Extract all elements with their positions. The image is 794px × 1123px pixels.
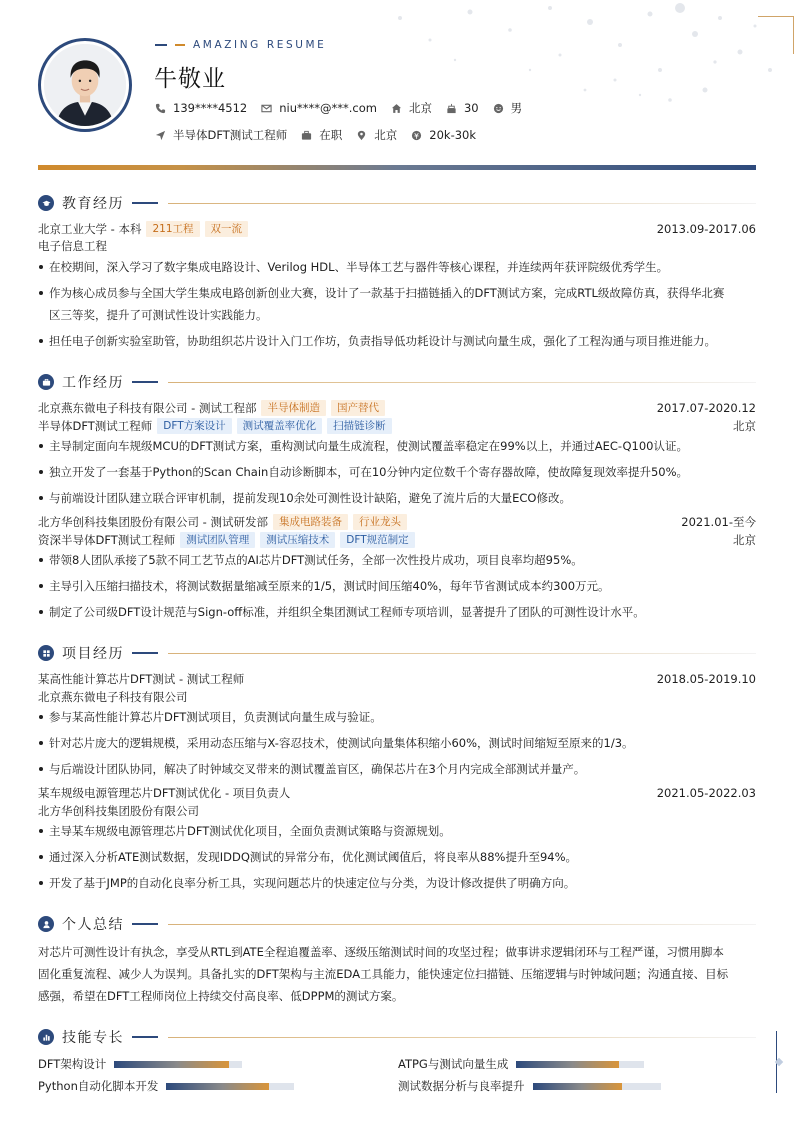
skill-bar-fill bbox=[516, 1061, 618, 1068]
skill-item bbox=[38, 1078, 294, 1094]
work-company: 北方华创科技集团股份有限公司 - 测试研发部 bbox=[38, 515, 268, 529]
smiley-icon bbox=[493, 103, 504, 114]
candidate-name: 牛敬业 bbox=[154, 66, 226, 92]
skill-bar bbox=[516, 1061, 644, 1068]
contact-info-row bbox=[155, 100, 536, 116]
resume-tagline bbox=[155, 39, 326, 51]
email-item bbox=[261, 101, 377, 115]
summary-line: 对芯片可测性设计有执念，享受从RTL到ATE全程追覆盖率、逐级压缩测试时间的攻坚过程；做事讲求逻辑闭环与工程严谨，习惯用脚本 bbox=[38, 945, 724, 959]
skill-name: ATPG与测试向量生成 bbox=[398, 1057, 509, 1071]
work-city: 北京 bbox=[733, 533, 756, 547]
phone-value: 139****4512 bbox=[173, 101, 248, 115]
section-skills-title: 技能专长 bbox=[62, 1030, 124, 1046]
section-rule bbox=[168, 203, 756, 204]
section-underline bbox=[132, 381, 158, 383]
section-underline bbox=[132, 923, 158, 925]
list-item: 主导某车规级电源管理芯片DFT测试优化项目，全面负责测试策略与资源规划。 bbox=[38, 820, 756, 842]
skill-item bbox=[398, 1056, 644, 1072]
section-rule bbox=[168, 924, 756, 925]
skill-bar bbox=[533, 1083, 661, 1090]
section-projects-header bbox=[38, 643, 756, 663]
skill-tag: 扫描链诊断 bbox=[327, 418, 392, 434]
briefcase-icon bbox=[38, 374, 54, 390]
list-item: 担任电子创新实验室助管，协助组织芯片设计入门工作坊，负责指导低功耗设计与测试向量生成，强化了工程沟通与项目推进能力。 bbox=[38, 330, 756, 352]
list-item: 制定了公司级DFT设计规范与Sign-off标准，并组织全集团测试工程师专项培训，显著提升了团队的可测性设计水平。 bbox=[38, 601, 756, 623]
list-item: 针对芯片庞大的逻辑规模，采用动态压缩与X-容忍技术，使测试向量集体积缩小60%，测试时间缩短至原来的1/3。 bbox=[38, 732, 756, 754]
skill-tag: 测试压缩技术 bbox=[260, 532, 335, 548]
project-title: 某车规级电源管理芯片DFT测试优化 - 项目负责人 bbox=[38, 786, 291, 800]
gender-item bbox=[493, 100, 523, 116]
skill-tag: DFT规范制定 bbox=[340, 532, 414, 548]
list-item: 通过深入分析ATE测试数据，发现IDDQ测试的异常分布，优化测试阈值后，将良率从88%提升至94%。 bbox=[38, 846, 756, 868]
tagline-bar-orange bbox=[175, 44, 185, 46]
skill-item bbox=[398, 1078, 661, 1094]
list-item-continuation: 区三等奖，提升了可测试性设计实践能力。 bbox=[49, 308, 268, 322]
phone-icon bbox=[155, 103, 166, 114]
section-rule bbox=[168, 382, 756, 383]
salary-item bbox=[411, 128, 476, 142]
target-position-item bbox=[155, 127, 287, 143]
project-company-row bbox=[38, 689, 756, 705]
project-company-row bbox=[38, 803, 756, 819]
work-tag: 行业龙头 bbox=[353, 514, 407, 530]
city-item bbox=[391, 100, 432, 116]
target-city-item bbox=[356, 127, 397, 143]
avatar-frame bbox=[38, 38, 132, 132]
skill-tag: 测试覆盖率优化 bbox=[237, 418, 323, 434]
list-item: 开发了基于JMP的自动化良率分析工具，实现问题芯片的快速定位与分类，为设计修改提供了明确方向。 bbox=[38, 872, 756, 894]
briefcase-icon bbox=[301, 130, 312, 141]
work-entry-header bbox=[38, 514, 756, 530]
education-school: 北京工业大学 - 本科 bbox=[38, 222, 142, 236]
home-icon bbox=[391, 103, 402, 114]
summary-line: 感强，希望在DFT工程师岗位上持续交付高良率、低DPPM的测试方案。 bbox=[38, 989, 404, 1003]
section-underline bbox=[132, 202, 158, 204]
work-position-row bbox=[38, 532, 756, 548]
work-tag: 半导体制造 bbox=[261, 400, 326, 416]
project-company: 北方华创科技集团股份有限公司 bbox=[38, 804, 199, 818]
list-item: 作为核心成员参与全国大学生集成电路创新创业大赛，设计了一款基于扫描链插入的DFT测试方案，完成RTL级故障仿真，获得华北赛 bbox=[38, 282, 756, 304]
project-date: 2018.05-2019.10 bbox=[656, 672, 756, 686]
money-icon bbox=[411, 130, 422, 141]
status-item bbox=[301, 127, 342, 143]
skill-bar-fill bbox=[533, 1083, 623, 1090]
age-value: 30 bbox=[463, 101, 479, 115]
age-item bbox=[446, 101, 479, 115]
skill-bar-fill bbox=[114, 1061, 229, 1068]
avatar bbox=[44, 44, 126, 126]
work-tag: 集成电路装备 bbox=[273, 514, 348, 530]
work-position: 半导体DFT测试工程师 bbox=[38, 419, 153, 433]
email-value: niu****@***.com bbox=[279, 101, 377, 115]
skill-bar bbox=[114, 1061, 242, 1068]
list-item: 带领8人团队承接了5款不同工艺节点的AI芯片DFT测试任务，全部一次性投片成功，项目良率均超95%。 bbox=[38, 549, 756, 571]
bar-chart-icon bbox=[38, 1029, 54, 1045]
project-entry-header bbox=[38, 671, 756, 687]
education-date: 2013.09-2017.06 bbox=[656, 222, 756, 236]
user-icon bbox=[38, 916, 54, 932]
skill-tag: 测试团队管理 bbox=[180, 532, 255, 548]
education-tag: 双一流 bbox=[205, 221, 249, 237]
list-item: 与后端设计团队协同，解决了时钟域交叉带来的测试覆盖盲区，确保芯片在3个月内完成全部测试并量产。 bbox=[38, 758, 756, 780]
project-company: 北京燕东微电子科技有限公司 bbox=[38, 690, 188, 704]
section-underline bbox=[132, 652, 158, 654]
skill-bar-fill bbox=[166, 1083, 268, 1090]
project-title: 某高性能计算芯片DFT测试 - 测试工程师 bbox=[38, 672, 245, 686]
location-pin-icon bbox=[356, 130, 367, 141]
list-item: 与前端设计团队建立联合评审机制，提前发现10余处可测性设计缺陷，避免了流片后的大量ECO修改。 bbox=[38, 487, 756, 509]
section-summary-title: 个人总结 bbox=[62, 917, 124, 933]
cake-icon bbox=[446, 103, 457, 114]
work-tag: 国产替代 bbox=[331, 400, 385, 416]
tagline-text: AMAZING RESUME bbox=[193, 39, 327, 51]
education-major: 电子信息工程 bbox=[38, 239, 107, 253]
education-entry-header bbox=[38, 221, 756, 237]
graduation-cap-icon bbox=[38, 195, 54, 211]
list-item: 主导制定面向车规级MCU的DFT测试方案，重构测试向量生成流程，使测试覆盖率稳定在99%以上，并通过AEC-Q100认证。 bbox=[38, 435, 756, 457]
skill-name: DFT架构设计 bbox=[38, 1057, 107, 1071]
target-position-value: 半导体DFT测试工程师 bbox=[173, 128, 288, 142]
work-position: 资深半导体DFT测试工程师 bbox=[38, 533, 176, 547]
skill-name: 测试数据分析与良率提升 bbox=[398, 1079, 525, 1093]
list-item: 独立开发了一套基于Python的Scan Chain自动诊断脚本，可在10分钟内定位数千个寄存器故障，使故障复现效率提升50%。 bbox=[38, 461, 756, 483]
work-position-row bbox=[38, 418, 756, 434]
grid-icon bbox=[38, 645, 54, 661]
list-item: 在校期间，深入学习了数字集成电路设计、Verilog HDL、半导体工艺与器件等核心课程，并连续两年获评院级优秀学生。 bbox=[38, 256, 756, 278]
skill-item bbox=[38, 1056, 242, 1072]
project-date: 2021.05-2022.03 bbox=[656, 786, 756, 800]
profile-photo bbox=[44, 44, 126, 126]
section-work-title: 工作经历 bbox=[62, 375, 124, 391]
section-education-header bbox=[38, 193, 756, 213]
work-city: 北京 bbox=[733, 419, 756, 433]
list-item: 主导引入压缩扫描技术，将测试数据量缩减至原来的1/5，测试时间压缩40%，每年节省测试成本约300万元。 bbox=[38, 575, 756, 597]
header-divider bbox=[38, 165, 756, 170]
education-tag: 211工程 bbox=[146, 221, 199, 237]
skill-bar bbox=[166, 1083, 294, 1090]
project-entry-header bbox=[38, 785, 756, 801]
work-date: 2021.01-至今 bbox=[681, 515, 756, 529]
section-skills-header bbox=[38, 1027, 756, 1047]
tagline-bar-blue bbox=[155, 44, 167, 46]
skill-tag: DFT方案设计 bbox=[157, 418, 231, 434]
gender-value: 男 bbox=[510, 101, 523, 115]
work-entry-header bbox=[38, 400, 756, 416]
job-intent-row bbox=[155, 127, 490, 143]
city-value: 北京 bbox=[408, 101, 432, 115]
list-item: 参与某高性能计算芯片DFT测试项目，负责测试向量生成与验证。 bbox=[38, 706, 756, 728]
section-underline bbox=[132, 1036, 158, 1038]
section-rule bbox=[168, 653, 756, 654]
skill-name: Python自动化脚本开发 bbox=[38, 1079, 159, 1093]
work-date: 2017.07-2020.12 bbox=[656, 401, 756, 415]
section-summary-header bbox=[38, 914, 756, 934]
education-major-row bbox=[38, 238, 756, 254]
section-rule bbox=[168, 1037, 756, 1038]
mail-icon bbox=[261, 103, 272, 114]
corner-decoration-top bbox=[758, 16, 794, 54]
section-education-title: 教育经历 bbox=[62, 196, 124, 212]
send-icon bbox=[155, 130, 166, 141]
status-value: 在职 bbox=[319, 128, 343, 142]
section-work-header bbox=[38, 372, 756, 392]
salary-value: 20k-30k bbox=[429, 128, 477, 142]
summary-line: 固化重复流程、减少人为误判。具备扎实的DFT架构与主流EDA工具能力，能快速定位扫描链、压缩逻辑与时钟域问题；沟通直接、目标 bbox=[38, 967, 729, 981]
target-city-value: 北京 bbox=[374, 128, 398, 142]
section-projects-title: 项目经历 bbox=[62, 646, 124, 662]
phone-item bbox=[155, 101, 247, 115]
work-company: 北京燕东微电子科技有限公司 - 测试工程部 bbox=[38, 401, 257, 415]
